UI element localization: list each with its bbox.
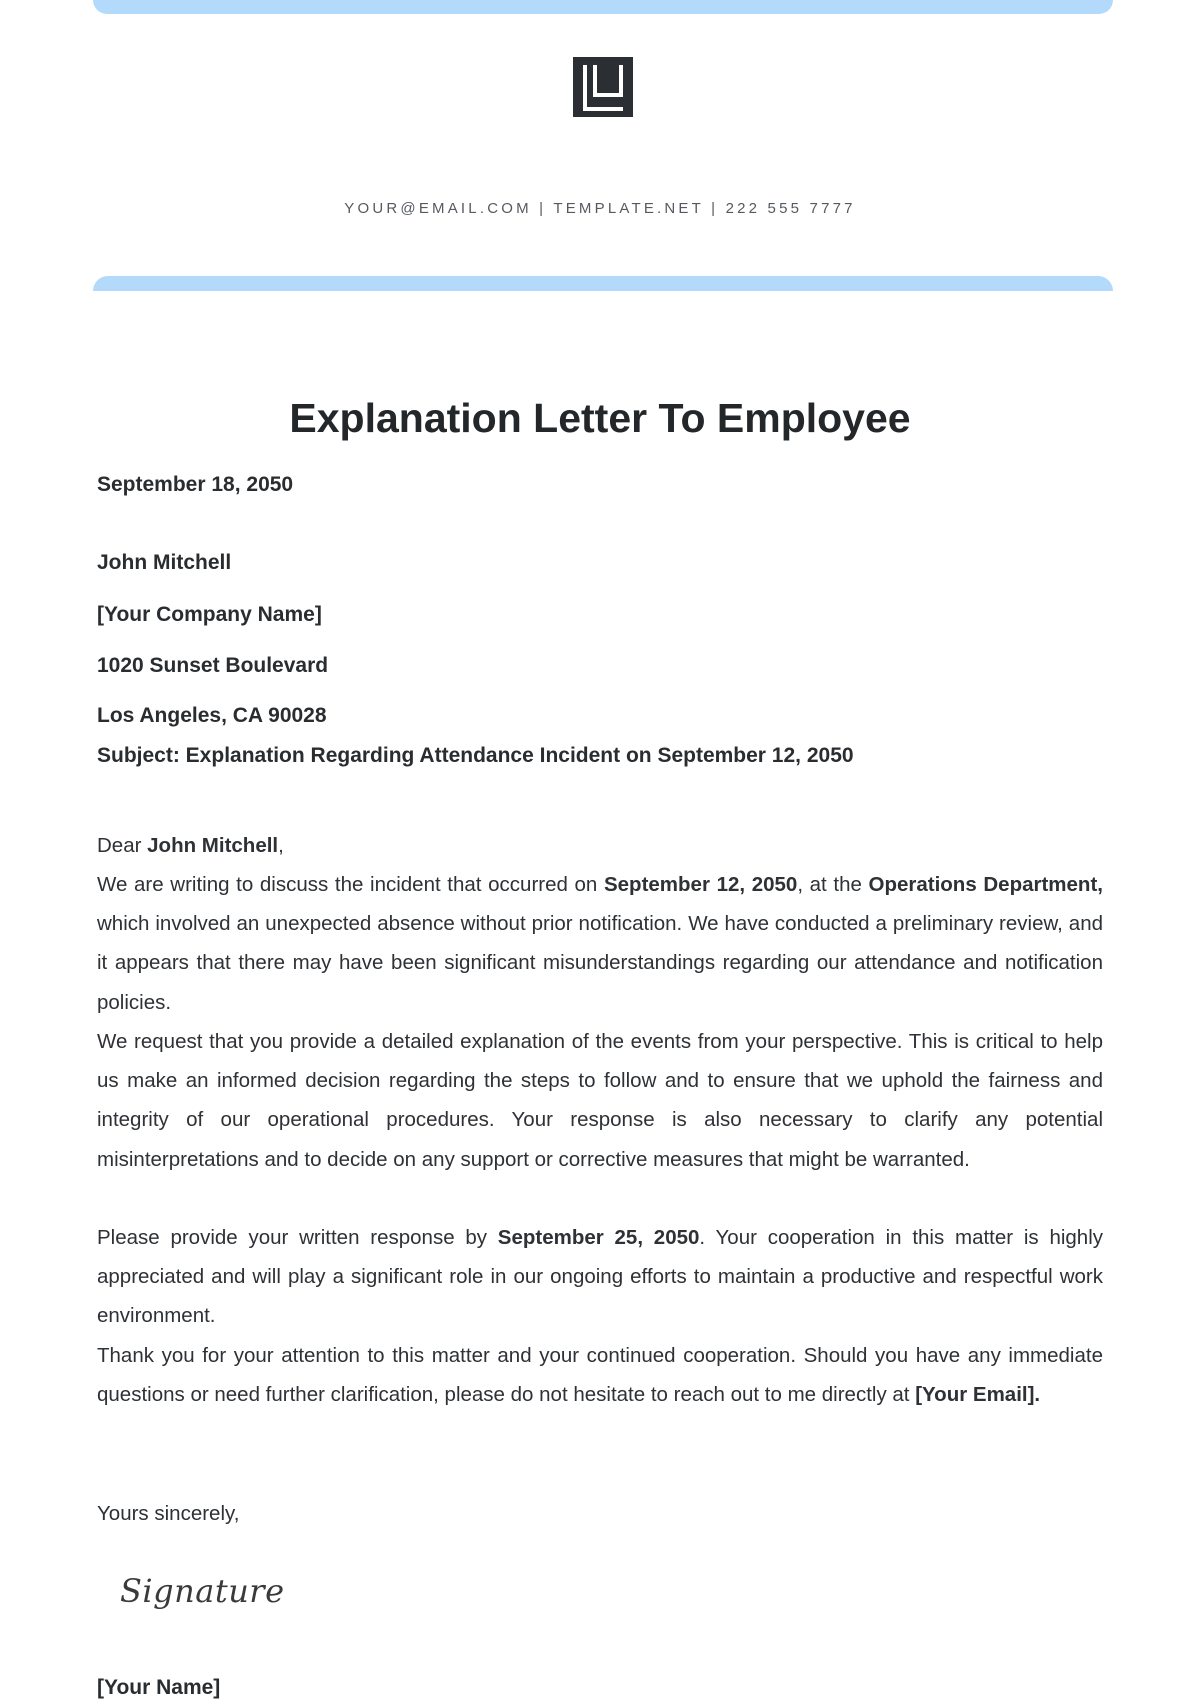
department-name: Operations Department, <box>868 873 1103 896</box>
sender-name: [Your Name] <box>97 1676 221 1699</box>
contact-email: [Your Email]. <box>915 1383 1041 1407</box>
recipient-street: 1020 Sunset Boulevard <box>97 654 329 677</box>
paragraph-text: Thank you for your attention to this matter and your continued cooperation. Should you have any immediate questions or need further clarification, please do not hesitate to reach out to me directly at <box>97 1344 1103 1407</box>
greeting-prefix: Dear <box>97 834 148 857</box>
top-accent-band <box>93 0 1113 14</box>
incident-date: September 12, 2050 <box>603 873 798 896</box>
paragraph-text: Please provide your written response by <box>97 1226 498 1249</box>
contact-info: YOUR@EMAIL.COM | TEMPLATE.NET | 222 555 7777 <box>344 200 856 217</box>
letter-date: September 18, 2050 <box>97 473 294 496</box>
paragraph-text: . Your cooperation in this matter is highly appreciated and will play a significant role in our ongoing efforts to maintain a productive and respectful work environment. <box>97 1226 1104 1328</box>
greeting <box>97 826 1103 865</box>
paragraph-incident <box>97 865 1103 1022</box>
paragraph-thanks <box>97 1336 1103 1414</box>
letter-subject: Subject: Explanation Regarding Attendance Incident on September 12, 2050 <box>97 744 854 767</box>
recipient-city: Los Angeles, CA 90028 <box>97 704 327 727</box>
paragraph-text: which involved an unexpected absence without prior notification. We have conducted a preliminary review, and it appears that there may have been significant misunderstandings regarding our attendance and notification policies. <box>97 912 1103 1014</box>
paragraph-text: We are writing to discuss the incident that occurred on <box>97 873 604 896</box>
greeting-suffix: , <box>278 834 284 857</box>
greeting-name: John Mitchell <box>147 834 279 857</box>
paragraph-text: , at the <box>797 873 869 896</box>
header-divider-band <box>93 276 1113 291</box>
paragraph-request: We request that you provide a detailed explanation of the events from your perspective. This is critical to help us make an informed decision regarding the steps to follow and to ensure that we uphold the fairness and integrity of our operational procedures. Your response is also necessary to clarify any potential misinterpretations and to decide on any support or corrective measures that might be warranted. <box>97 1030 1103 1171</box>
recipient-name: John Mitchell <box>97 551 232 574</box>
page-title: Explanation Letter To Employee <box>289 395 911 441</box>
closing: Yours sincerely, <box>97 1502 240 1525</box>
response-deadline: September 25, 2050 <box>497 1226 700 1249</box>
signature: Signature <box>120 1572 285 1610</box>
recipient-company: [Your Company Name] <box>97 603 322 626</box>
square-logo-icon <box>573 57 633 117</box>
paragraph-deadline <box>97 1218 1103 1336</box>
